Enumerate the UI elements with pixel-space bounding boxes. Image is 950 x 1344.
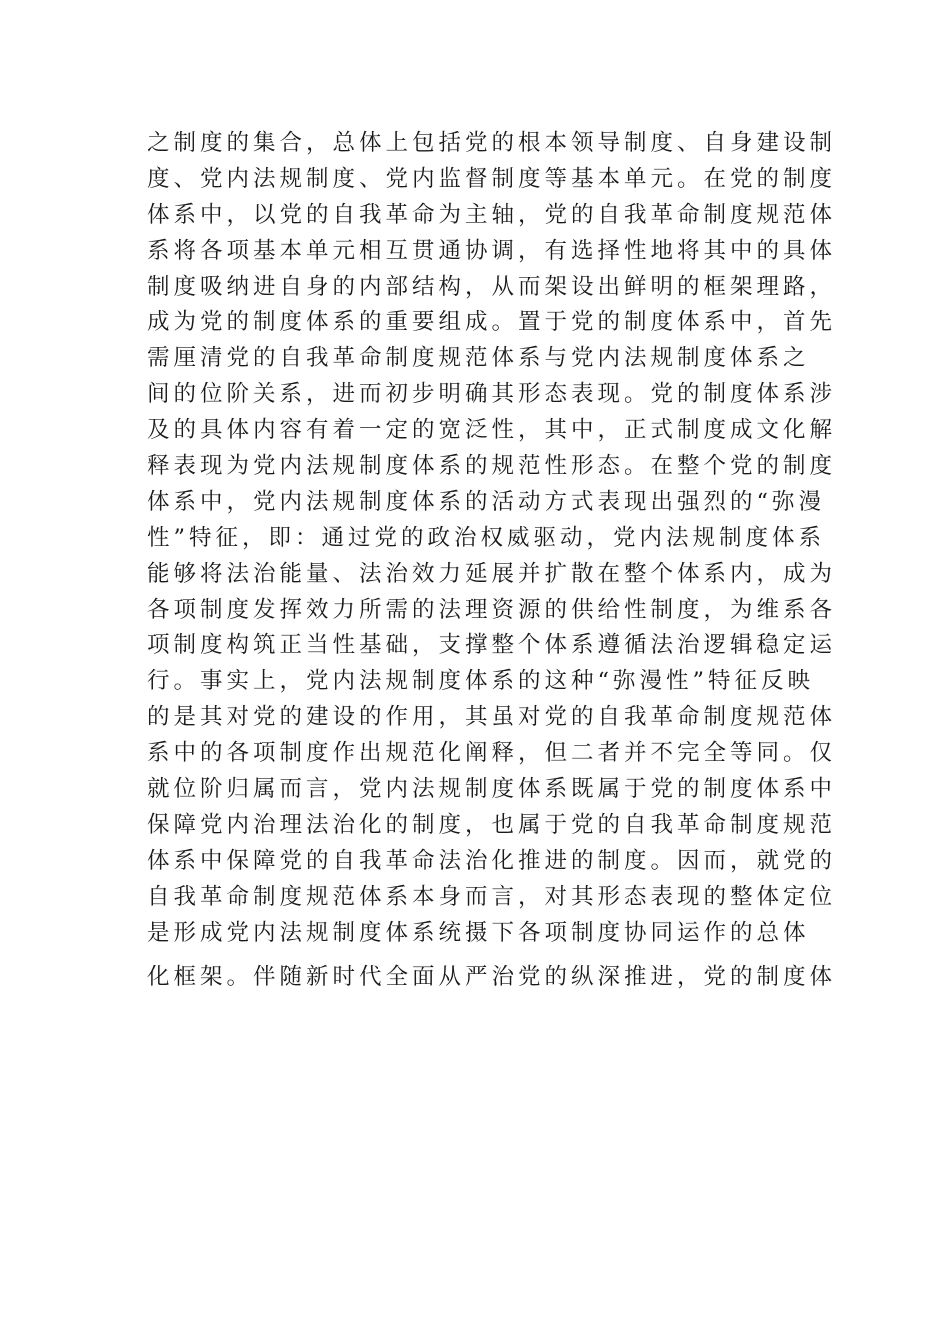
- text-line: 自我革命制度规范体系本身而言，对其形态表现的整体定位: [147, 883, 837, 910]
- text-line: 化框架。伴随新时代全面从严治党的纵深推进，党的制度体: [147, 964, 837, 991]
- text-line: 保障党内治理法治化的制度，也属于党的自我革命制度规范: [147, 811, 837, 838]
- text-line: 体系中保障党的自我革命法治化推进的制度。因而，就党的: [147, 847, 837, 874]
- text-line: 行。事实上，党内法规制度体系的这种“弥漫性”特征反映: [147, 668, 815, 695]
- text-line: 间的位阶关系，进而初步明确其形态表现。党的制度体系涉: [147, 381, 837, 408]
- text-line: 体系中，以党的自我革命为主轴，党的自我革命制度规范体: [147, 201, 837, 228]
- text-line: 的是其对党的建设的作用，其虽对党的自我革命制度规范体: [147, 704, 837, 731]
- text-line: 成为党的制度体系的重要组成。置于党的制度体系中，首先: [147, 309, 837, 336]
- text-line: 之制度的集合，总体上包括党的根本领导制度、自身建设制: [147, 130, 837, 156]
- text-line: 释表现为党内法规制度体系的规范性形态。在整个党的制度: [147, 453, 837, 480]
- text-line: 体系中，党内法规制度体系的活动方式表现出强烈的“弥漫: [147, 488, 826, 515]
- text-line: 度、党内法规制度、党内监督制度等基本单元。在党的制度: [147, 165, 837, 192]
- text-line: 是形成党内法规制度体系统摄下各项制度协同运作的总体: [147, 919, 810, 946]
- text-line: 制度吸纳进自身的内部结构，从而架设出鲜明的框架理路，: [147, 273, 837, 300]
- text-line: 就位阶归属而言，党内法规制度体系既属于党的制度体系中: [147, 776, 837, 803]
- text-line: 及的具体内容有着一定的宽泛性，其中，正式制度成文化解: [147, 417, 837, 444]
- text-line: 性”特征，即：通过党的政治权威驱动，党内法规制度体系: [147, 524, 826, 551]
- text-line: 各项制度发挥效力所需的法理资源的供给性制度，为维系各: [147, 596, 837, 623]
- text-line: 系将各项基本单元相互贯通协调，有选择性地将其中的具体: [147, 237, 837, 264]
- text-line: 系中的各项制度作出规范化阐释，但二者并不完全等同。仅: [147, 740, 837, 767]
- text-line: 需厘清党的自我革命制度规范体系与党内法规制度体系之: [147, 345, 810, 372]
- text-line: 项制度构筑正当性基础，支撑整个体系遵循法治逻辑稳定运: [147, 632, 837, 659]
- text-line: 能够将法治能量、法治效力延展并扩散在整个体系内，成为: [147, 560, 837, 587]
- body-paragraph: [147, 126, 837, 996]
